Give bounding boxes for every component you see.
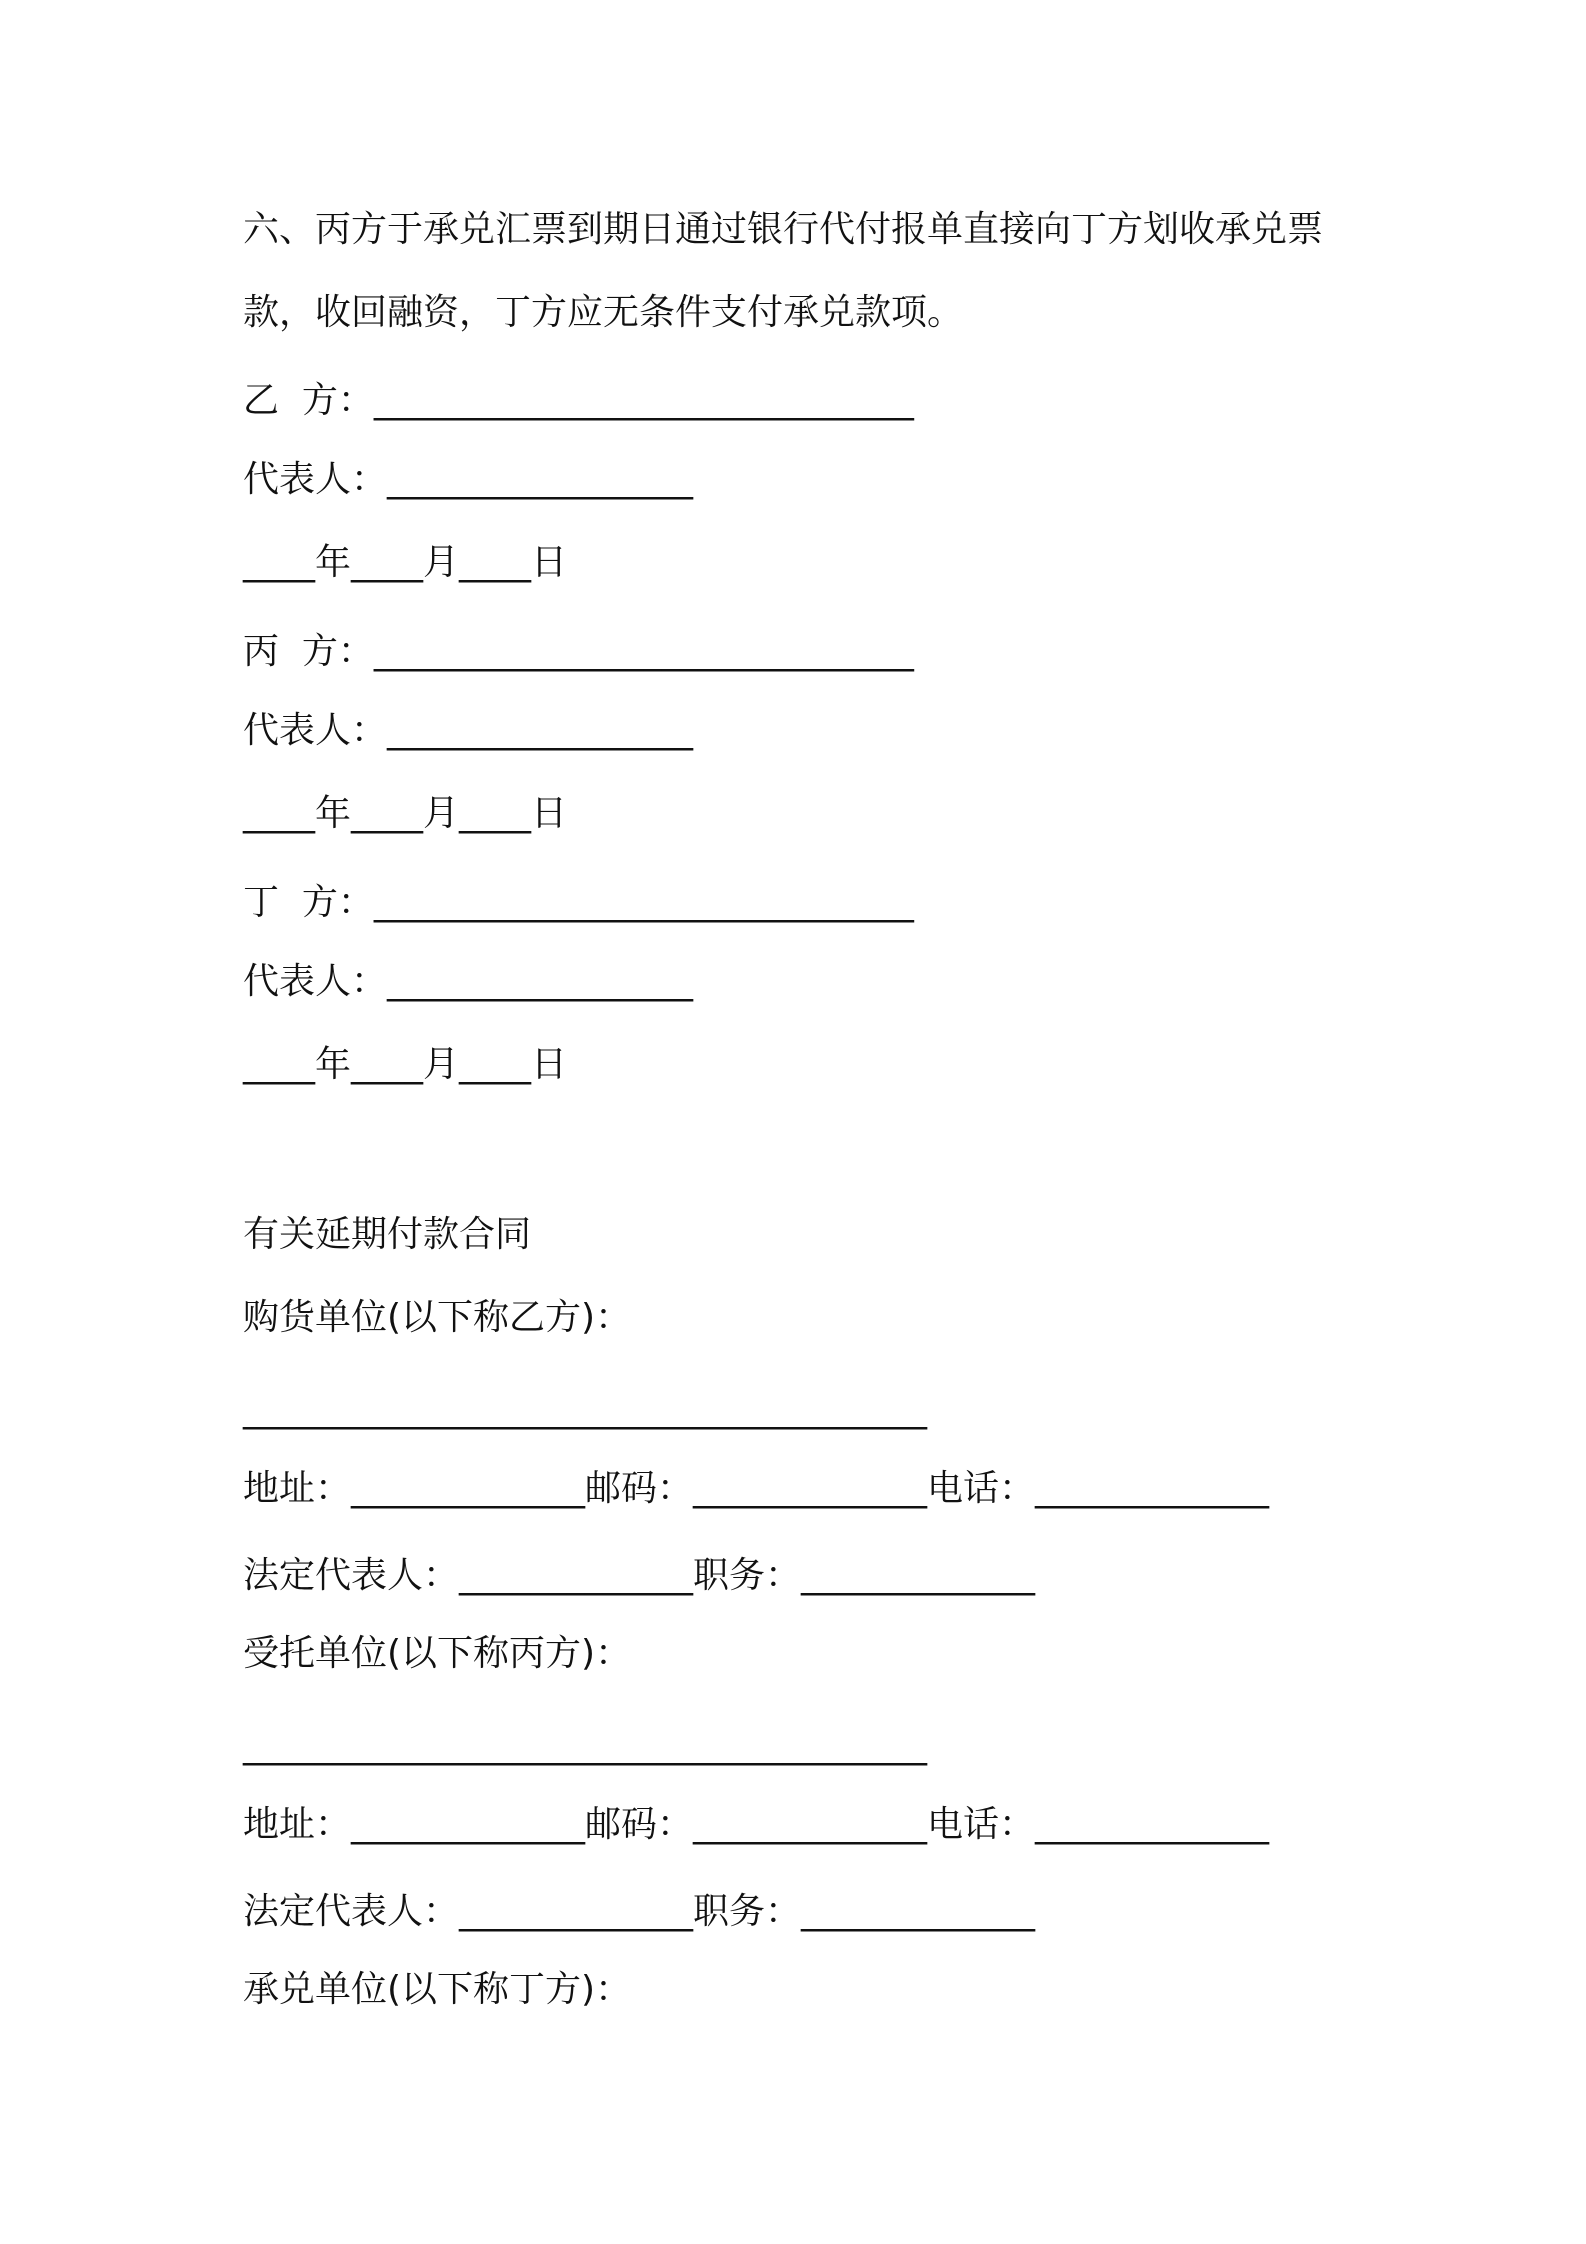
buyer-contact-line: 地址：_____________邮码：_____________电话：_____________ [243,1468,1270,1509]
trustee-name-blank: ______________________________________ [243,1725,927,1766]
trustee-contact-line: 地址：_____________邮码：_____________电话：_____________ [243,1804,1270,1845]
buyer-label: 购货单位(以下称乙方)： [243,1297,632,1338]
party-ding-date-line: ____年____月____日 [243,1044,568,1085]
party-ding-representative-line: 代表人：_________________ [243,961,694,1002]
party-ding-signature-line: 丁 方：______________________________ [243,882,914,923]
clause-six-line-1: 六、丙方于承兑汇票到期日通过银行代付报单直接向丁方划收承兑票 [243,209,1324,250]
party-yi-signature-line: 乙 方：______________________________ [243,380,914,421]
party-yi-representative-line: 代表人：_________________ [243,459,694,500]
clause-six-line-2: 款，收回融资，丁方应无条件支付承兑款项。 [243,292,964,333]
acceptor-label: 承兑单位(以下称丁方)： [243,1969,632,2010]
party-bing-date-line: ____年____月____日 [243,793,568,834]
trustee-legal-representative-line: 法定代表人：_____________职务：_____________ [243,1891,1036,1932]
party-yi-date-line: ____年____月____日 [243,542,568,583]
buyer-name-blank: ______________________________________ [243,1389,927,1430]
party-bing-signature-line: 丙 方：______________________________ [243,631,914,672]
contract-title: 有关延期付款合同 [243,1214,532,1255]
buyer-legal-representative-line: 法定代表人：_____________职务：_____________ [243,1555,1036,1596]
trustee-label: 受托单位(以下称丙方)： [243,1633,632,1674]
party-bing-representative-line: 代表人：_________________ [243,710,694,751]
